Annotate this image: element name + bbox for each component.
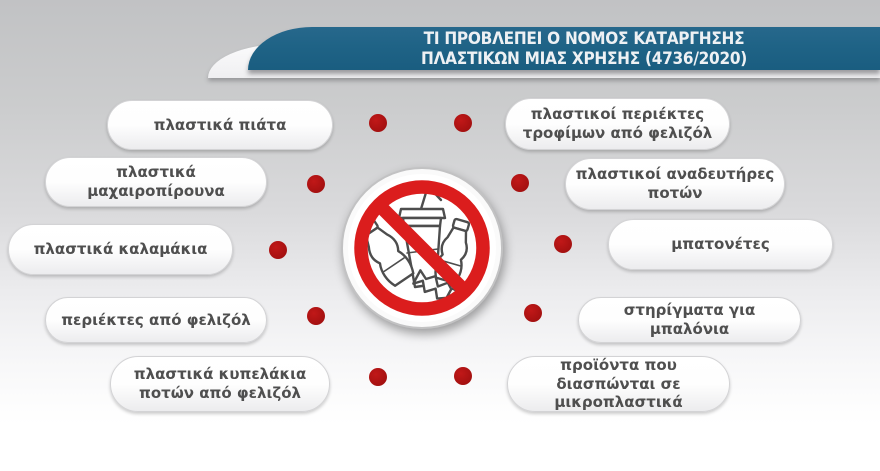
pill-plastic-plates: πλαστικά πιάτα: [107, 100, 333, 150]
bullet-dot: [454, 367, 472, 385]
header-title-line2: ΠΛΑΣΤΙΚΩΝ ΜΙΑΣ ΧΡΗΣΗΣ (4736/2020): [421, 48, 747, 68]
bullet-dot: [269, 241, 287, 259]
bullet-dot: [511, 174, 529, 192]
pill-foam-food-containers: πλαστικοί περιέκτες τροφίμων από φελιζόλ: [505, 98, 730, 150]
header-banner: [248, 27, 880, 70]
pill-foam-drink-cups: πλαστικά κυπελάκια ποτών από φελιζόλ: [110, 356, 330, 412]
bullet-dot: [524, 304, 542, 322]
bullet-dot: [554, 235, 572, 253]
pill-plastic-stirrers: πλαστικοί αναδευτήρες ποτών: [565, 158, 785, 210]
bullet-dot: [369, 114, 387, 132]
bullet-dot: [307, 307, 325, 325]
pill-plastic-cutlery: πλαστικά μαχαιροπίρουνα: [45, 157, 267, 207]
bullet-dot: [454, 114, 472, 132]
bullet-dot: [307, 175, 325, 193]
pill-plastic-straws: πλαστικά καλαμάκια: [8, 224, 233, 275]
pill-foam-containers: περιέκτες από φελιζόλ: [45, 297, 267, 343]
bullet-dot: [369, 368, 387, 386]
header-title-line1: ΤΙ ΠΡΟΒΛΕΠΕΙ Ο ΝΟΜΟΣ ΚΑΤΑΡΓΗΣΗΣ: [423, 29, 745, 48]
no-single-use-plastics-icon: [337, 163, 507, 333]
pill-balloon-sticks: στηρίγματα για μπαλόνια: [578, 297, 801, 343]
pill-oxo-degradable-products: προϊόντα που διασπώνται σε μικροπλαστικά: [507, 356, 730, 412]
pill-cotton-buds: μπατονέτες: [608, 219, 833, 270]
